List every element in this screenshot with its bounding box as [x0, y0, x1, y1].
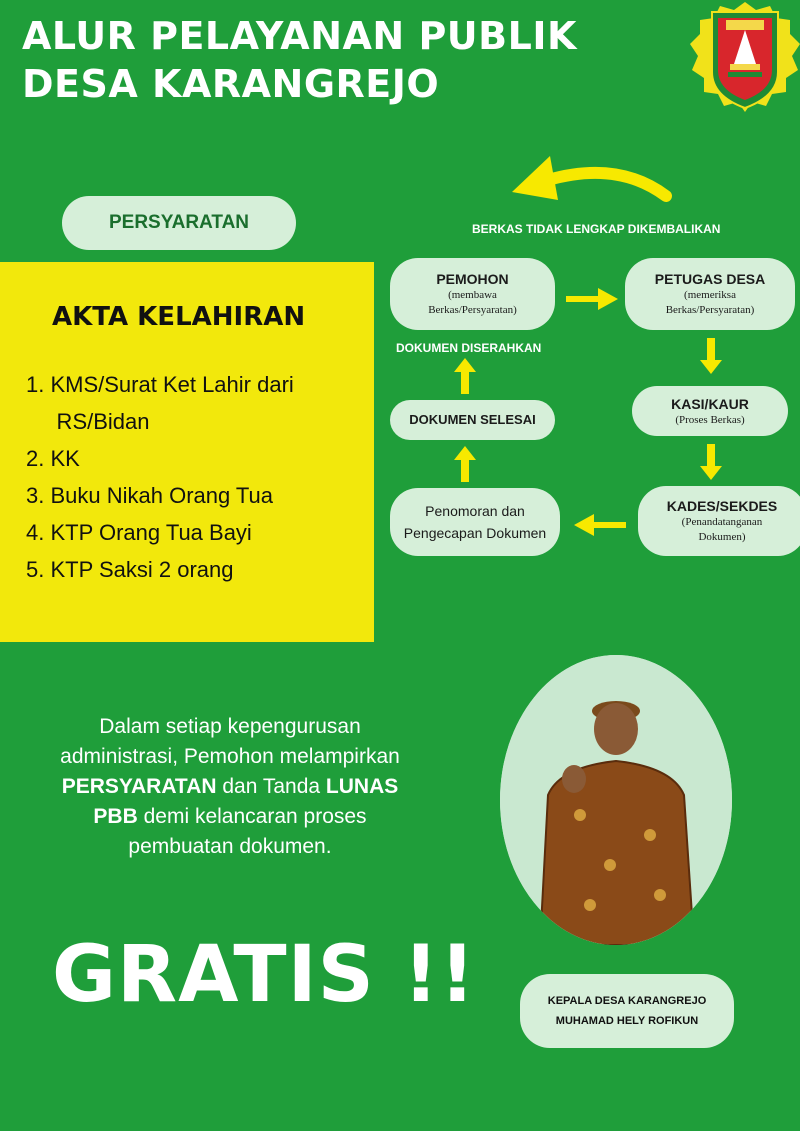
info-note	[60, 712, 400, 862]
note-text-3: demi kelancaran proses pembuatan dokumen.	[128, 805, 367, 858]
return-arrow-icon	[498, 150, 678, 225]
note-bold-2: LUNAS PBB	[93, 775, 399, 828]
note-text-1: Dalam setiap kepengurusan administrasi, Pemohon melampirkan	[60, 715, 400, 768]
list-item: 3. Buku Nikah Orang Tua	[26, 483, 274, 508]
arrow-left-icon	[574, 512, 626, 543]
list-item: 2. KK	[26, 446, 80, 471]
head-position: KEPALA DESA KARANGREJO	[547, 995, 707, 1007]
pemohon-title: PEMOHON	[436, 271, 509, 287]
node-kades-sekdes	[638, 486, 800, 556]
petugas-sub-2: Berkas/Persyaratan)	[665, 304, 755, 316]
title-line-1: ALUR PELAYANAN PUBLIK	[22, 14, 577, 58]
arrow-down-icon	[700, 444, 722, 485]
arrow-down-icon	[700, 338, 722, 379]
document-heading: AKTA KELAHIRAN	[52, 302, 306, 332]
list-item: 5. KTP Saksi 2 orang	[26, 557, 234, 582]
arrow-up-icon	[454, 358, 476, 399]
kasi-sub: (Proses Berkas)	[675, 413, 745, 426]
penomoran-line-1: Penomoran dan	[425, 503, 525, 519]
note-bold-1: PERSYARATAN	[61, 775, 217, 798]
regency-emblem	[690, 0, 800, 130]
arrow-right-icon	[566, 286, 618, 317]
pemohon-sub-2: Berkas/Persyaratan)	[428, 304, 517, 316]
kades-title: KADES/SEKDES	[666, 498, 778, 514]
gratis-banner: GRATIS !!	[52, 930, 477, 1020]
node-petugas-desa	[625, 258, 795, 330]
node-pemohon	[390, 258, 555, 330]
penomoran-line-2: Pengecapan Dokumen	[403, 525, 547, 541]
village-head-pill	[520, 974, 734, 1048]
node-penomoran	[390, 488, 560, 556]
requirements-pill: PERSYARATAN	[62, 196, 296, 250]
selesai-title: DOKUMEN SELESAI	[409, 412, 536, 427]
head-name: MUHAMAD HELY ROFIKUN	[555, 1015, 699, 1027]
pemohon-sub-1: (membawa	[448, 289, 497, 301]
kades-sub-1: (Penandatanganan	[681, 516, 763, 528]
title-line-2: DESA KARANGREJO	[22, 62, 440, 106]
kasi-title: KASI/KAUR	[671, 395, 749, 412]
note-text-2: dan Tanda	[216, 775, 326, 798]
list-item: 1. KMS/Surat Ket Lahir dari	[26, 372, 294, 397]
kades-sub-2: Dokumen)	[698, 531, 746, 543]
node-kasi-kaur	[632, 386, 788, 436]
requirements-box	[0, 262, 374, 642]
dokumen-diserahkan-label: DOKUMEN DISERAHKAN	[396, 341, 542, 355]
list-item: RS/Bidan	[26, 409, 150, 434]
page-title	[22, 12, 577, 108]
list-item: 4. KTP Orang Tua Bayi	[26, 520, 252, 545]
petugas-sub-1: (memeriksa	[684, 289, 736, 301]
return-label: BERKAS TIDAK LENGKAP DIKEMBALIKAN	[472, 222, 721, 236]
village-head-photo	[500, 655, 732, 945]
petugas-title: PETUGAS DESA	[654, 271, 766, 287]
node-dokumen-selesai	[390, 400, 555, 440]
requirements-list	[26, 366, 294, 588]
arrow-up-icon	[454, 446, 476, 487]
